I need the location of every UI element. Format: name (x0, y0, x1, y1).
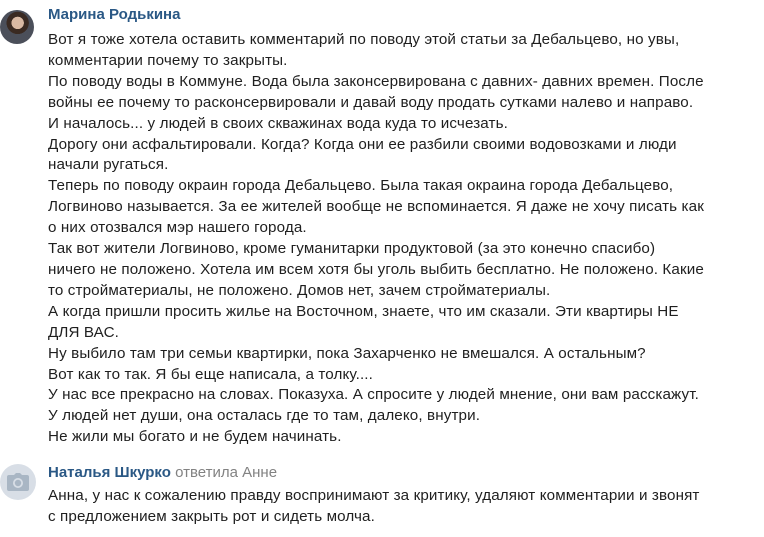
comment-line: Логвиново называется. За ее жителей вообще не вспоминается. Я даже не хочу писать как (48, 198, 704, 216)
comment-line: Теперь по поводу окраин города Дебальцево. Была такая окраина города Дебальцево, (48, 177, 674, 195)
reply-to-link[interactable]: ответила Анне (175, 464, 278, 481)
avatar[interactable] (0, 10, 34, 44)
comment-line: ДЛЯ ВАС. (48, 323, 120, 341)
comment-text (48, 30, 760, 448)
comment-line: Вот как то так. Я бы еще написала, а толку.... (48, 365, 373, 383)
comment-author[interactable]: Марина Родькина (48, 6, 181, 23)
camera-icon (0, 464, 36, 500)
comment-line: войны ее почему то расконсервировали и давай воду продать сутками налево и направо. (48, 93, 694, 111)
comment-line: комментарии почему то закрыты. (48, 51, 288, 69)
comment-line: У нас все прекрасно на словах. Показуха. А спросите у людей мнение, они вам расскажут. (48, 386, 699, 404)
comment-line: Вот я тоже хотела оставить комментарий по поводу этой статьи за Дебальцево, но увы, (48, 31, 680, 48)
comment-line: Анна, у нас к сожалению правду воспринимают за критику, удаляют комментарии и звонят (48, 487, 700, 504)
comment-line: Ну выбило там три семьи квартирки, пока Захарченко не вмешался. А остальным? (48, 344, 646, 362)
comment-line: И началось... у людей в своих скважинах вода куда то исчезать. (48, 114, 508, 132)
comment-line: ничего не положено. Хотела им всем хотя бы уголь выбить бесплатно. Не положено. Какие (48, 260, 704, 278)
comment-header (48, 464, 277, 481)
comment-text (48, 486, 760, 528)
comment-line: Дорогу они асфальтировали. Когда? Когда они ее разбили своими водовозками и люди (48, 135, 677, 153)
comment-line: то стройматериалы, не положено. Домов нет, зачем стройматериалы. (48, 281, 551, 299)
comment-line: У людей нет души, она осталась где то там, далеко, внутри. (48, 407, 481, 425)
comment-line: По поводу воды в Коммуне. Вода была законсервирована с давних- давних времен. После (48, 72, 704, 90)
comment-line: Так вот жители Логвиново, кроме гуманитарки продуктовой (за это конечно спасибо) (48, 240, 656, 258)
avatar-photo (0, 10, 34, 44)
comment-line: с предложением закрыть рот и сидеть молча. (48, 507, 375, 525)
comment-line: начали ругаться. (48, 156, 169, 174)
comment-line: Не жили мы богато и не будем начинать. (48, 428, 342, 446)
comment-author[interactable]: Наталья Шкурко (48, 464, 171, 481)
avatar[interactable] (0, 464, 36, 500)
comment-line: о них отозвался мэр нашего города. (48, 219, 307, 237)
comment-line: А когда пришли просить жилье на Восточном, знаете, что им сказали. Эти квартиры НЕ (48, 302, 679, 320)
